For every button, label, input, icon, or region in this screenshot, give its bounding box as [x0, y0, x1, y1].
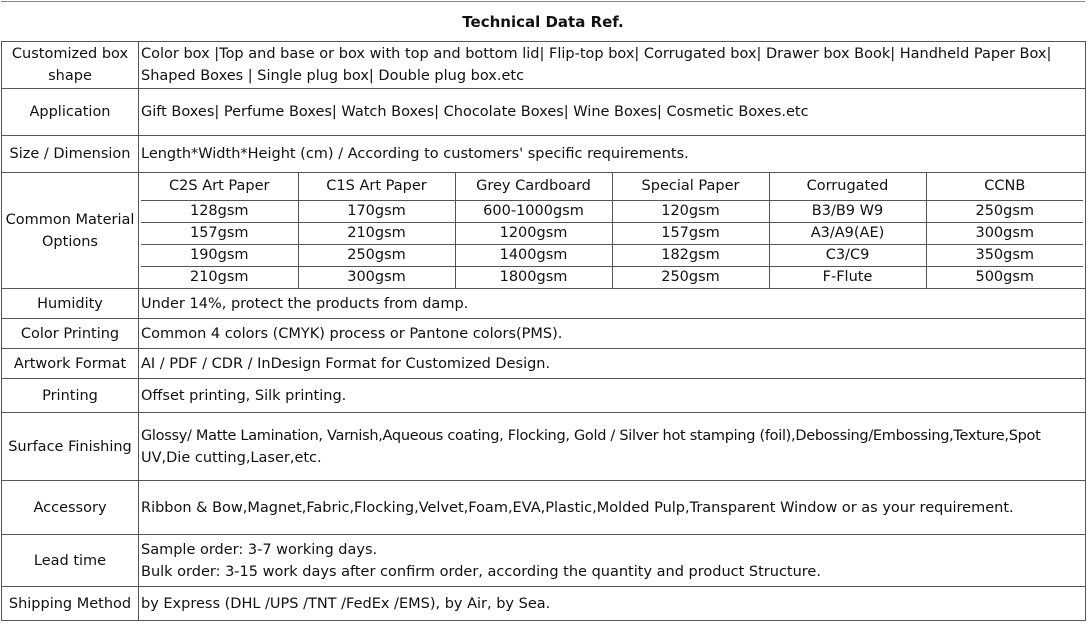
row-box-shape — [2, 42, 1086, 89]
materials-row — [141, 223, 1083, 245]
materials-cell-value: F-Flute — [769, 267, 926, 289]
label-shipping: Shipping Method — [2, 587, 139, 621]
value-humidity: Under 14%, protect the products from damp. — [139, 289, 1086, 319]
materials-col-header: C1S Art Paper — [298, 173, 455, 201]
value-lead-time — [139, 535, 1086, 587]
materials-cell — [139, 173, 1086, 289]
row-color-printing — [2, 319, 1086, 349]
materials-cell-value: 600-1000gsm — [455, 201, 612, 223]
value-surface-line2: UV,Die cutting,Laser,etc. — [141, 449, 322, 466]
value-box-shape-line2: Shaped Boxes | Single plug box| Double plug box.etc — [141, 68, 525, 84]
materials-cell-value: 157gsm — [612, 223, 769, 245]
value-application: Gift Boxes| Perfume Boxes| Watch Boxes| Chocolate Boxes| Wine Boxes| Cosmetic Boxes.etc — [139, 89, 1086, 136]
materials-col-header: CCNB — [926, 173, 1083, 201]
row-shipping — [2, 587, 1086, 621]
row-artwork — [2, 349, 1086, 379]
value-lead-time-line1: Sample order: 3-7 working days. — [141, 541, 378, 558]
row-lead-time — [2, 535, 1086, 587]
materials-row — [141, 267, 1083, 289]
row-surface — [2, 413, 1086, 481]
label-surface: Surface Finishing — [2, 413, 139, 481]
materials-cell-value: C3/C9 — [769, 245, 926, 267]
technical-data-table — [1, 41, 1086, 621]
value-box-shape-line1: Color box |Top and base or box with top and bottom lid| Flip-top box| Corrugated box| Drawer box Book| Handheld Paper Box| — [141, 46, 1052, 62]
label-application: Application — [2, 89, 139, 136]
materials-cell-value: 250gsm — [926, 201, 1083, 223]
materials-cell-value: B3/B9 W9 — [769, 201, 926, 223]
materials-cell-value: 300gsm — [298, 267, 455, 289]
value-surface-line1: Glossy/ Matte Lamination, Varnish,Aqueous coating, Flocking, Gold / Silver hot stamping (foil),Debossing/Embossing,Texture,Spot — [141, 427, 1041, 444]
materials-row — [141, 245, 1083, 267]
materials-col-header: Corrugated — [769, 173, 926, 201]
label-size: Size / Dimension — [2, 136, 139, 173]
label-box-shape: Customized box shape — [2, 42, 139, 89]
materials-cell-value: 120gsm — [612, 201, 769, 223]
materials-cell-value: A3/A9(AE) — [769, 223, 926, 245]
value-artwork: AI / PDF / CDR / InDesign Format for Customized Design. — [139, 349, 1086, 379]
materials-cell-value: 1400gsm — [455, 245, 612, 267]
value-size: Length*Width*Height (cm) / According to customers' specific requirements. — [139, 136, 1086, 173]
materials-table — [141, 173, 1083, 288]
value-color-printing: Common 4 colors (CMYK) process or Pantone colors(PMS). — [139, 319, 1086, 349]
label-artwork: Artwork Format — [2, 349, 139, 379]
row-application — [2, 89, 1086, 136]
materials-col-header: Grey Cardboard — [455, 173, 612, 201]
materials-row — [141, 201, 1083, 223]
value-lead-time-line2: Bulk order: 3-15 work days after confirm order, according the quantity and product Structure. — [141, 563, 821, 580]
materials-col-header: Special Paper — [612, 173, 769, 201]
materials-cell-value: 300gsm — [926, 223, 1083, 245]
materials-cell-value: 250gsm — [298, 245, 455, 267]
row-printing — [2, 379, 1086, 413]
materials-cell-value: 190gsm — [141, 245, 298, 267]
table-title: Technical Data Ref. — [1, 1, 1085, 42]
materials-cell-value: 1200gsm — [455, 223, 612, 245]
value-surface — [139, 413, 1086, 481]
materials-cell-value: 128gsm — [141, 201, 298, 223]
value-accessory: Ribbon & Bow,Magnet,Fabric,Flocking,Velvet,Foam,EVA,Plastic,Molded Pulp,Transparent Window or as your requirement. — [139, 481, 1086, 535]
label-printing: Printing — [2, 379, 139, 413]
label-humidity: Humidity — [2, 289, 139, 319]
label-color-printing: Color Printing — [2, 319, 139, 349]
label-lead-time: Lead time — [2, 535, 139, 587]
row-size — [2, 136, 1086, 173]
value-box-shape — [139, 42, 1086, 89]
materials-cell-value: 500gsm — [975, 269, 1035, 285]
materials-col-header: C2S Art Paper — [141, 173, 298, 201]
materials-cell-value: 170gsm — [298, 201, 455, 223]
materials-cell-value: 350gsm — [926, 245, 1083, 267]
row-humidity — [2, 289, 1086, 319]
materials-cell-value: 210gsm — [298, 223, 455, 245]
value-shipping: by Express (DHL /UPS /TNT /FedEx /EMS), by Air, by Sea. — [139, 587, 1086, 621]
value-printing: Offset printing, Silk printing. — [139, 379, 1086, 413]
label-accessory: Accessory — [2, 481, 139, 535]
materials-cell-value: 1800gsm — [455, 267, 612, 289]
materials-cell-value: 182gsm — [612, 245, 769, 267]
materials-cell-value: 250gsm — [612, 267, 769, 289]
row-materials — [2, 173, 1086, 289]
label-materials: Common Material Options — [2, 173, 139, 289]
materials-cell-value: 210gsm — [141, 267, 298, 289]
materials-header-row — [141, 173, 1083, 201]
materials-cell-value: 157gsm — [141, 223, 298, 245]
row-accessory — [2, 481, 1086, 535]
